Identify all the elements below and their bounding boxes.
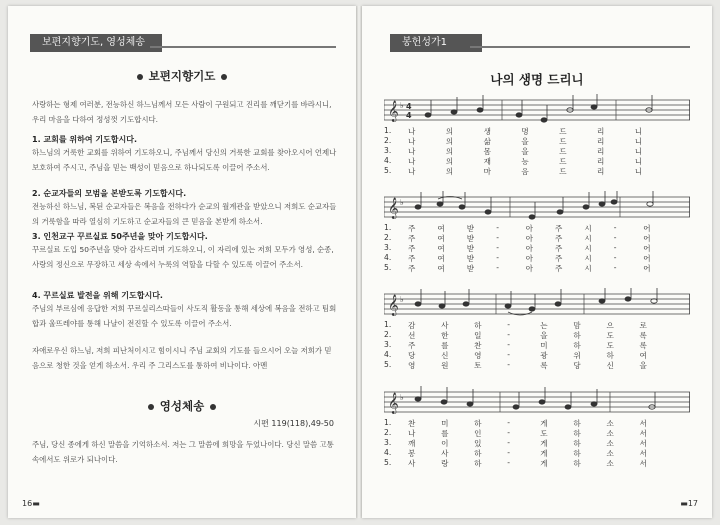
- lyric-syllable: -: [496, 223, 499, 232]
- lyric-syllable: 하: [606, 351, 614, 360]
- prayer-heading-text: 보편지향기도: [148, 69, 216, 83]
- verse-number: 4.: [384, 253, 392, 262]
- lyric-row: [384, 223, 690, 233]
- lyric-syllable: 하: [474, 459, 482, 468]
- lyric-syllable: 아: [525, 234, 533, 243]
- lyric-syllable: 주: [408, 234, 416, 243]
- lyric-syllable: 서: [639, 429, 647, 438]
- svg-text:𝄞: 𝄞: [388, 393, 399, 414]
- lyric-syllable: 아: [525, 264, 533, 273]
- lyric-row: [384, 438, 690, 448]
- lyric-syllable: 받: [466, 224, 475, 233]
- lyric-syllable: 하: [573, 429, 581, 438]
- lyric-row: [384, 330, 690, 340]
- lyric-syllable: 주: [408, 254, 416, 263]
- verse-number: 1.: [384, 126, 392, 135]
- lyric-syllable: 여: [639, 351, 647, 360]
- bullet-icon: [210, 404, 216, 410]
- lyric-syllable: 록: [639, 341, 647, 350]
- lyric-syllable: 으: [606, 321, 614, 330]
- lyric-syllable: 리: [597, 157, 605, 166]
- lyric-row: [384, 166, 690, 176]
- svg-text:♭: ♭: [400, 393, 404, 402]
- lyric-syllable: 하: [474, 449, 482, 458]
- lyric-syllable: 당: [573, 361, 581, 370]
- lyric-syllable: 어: [643, 244, 651, 253]
- verse-number: 5.: [384, 458, 392, 467]
- lyric-syllable: 능: [521, 157, 529, 166]
- lyric-syllable: 여: [437, 244, 445, 253]
- lyric-syllable: 게: [540, 439, 548, 448]
- prayer-heading: [8, 68, 356, 84]
- lyric-syllable: 를: [441, 341, 449, 350]
- lyric-syllable: 한: [441, 331, 449, 340]
- prayer-3-title: 3. 인천교구 꾸르실료 50주년을 맞아 기도합시다.: [32, 232, 208, 241]
- lyric-syllable: 선: [408, 331, 416, 340]
- svg-text:♭: ♭: [400, 101, 404, 110]
- song-title: 나의 생명 드리니: [490, 72, 584, 87]
- verse-number: 3.: [384, 340, 392, 349]
- lyric-syllable: 소: [606, 459, 614, 468]
- lyric-row: [384, 146, 690, 156]
- lyric-syllable: 영: [408, 361, 416, 370]
- lyric-syllable: 몸: [483, 147, 491, 156]
- section-tab-left: 보편지향기도, 영성체송: [30, 34, 162, 52]
- lyric-syllable: 봉: [408, 449, 416, 458]
- page-number-left: 16▬: [22, 499, 40, 508]
- lyric-syllable: 의: [445, 157, 454, 166]
- bullet-icon: [137, 74, 143, 80]
- lyric-syllable: 사: [441, 321, 449, 330]
- lyric-syllable: 광: [540, 351, 548, 360]
- lyric-syllable: 깨: [408, 439, 416, 448]
- lyric-syllable: 시: [584, 264, 592, 273]
- treble-clef-icon: 𝄞: [388, 101, 399, 122]
- svg-text:𝄞: 𝄞: [388, 295, 399, 316]
- lyric-syllable: 재: [483, 157, 491, 166]
- lyric-row: [384, 340, 690, 350]
- lyric-syllable: -: [613, 253, 617, 262]
- lyric-row: [384, 126, 690, 136]
- lyric-syllable: 게: [540, 459, 548, 468]
- communion-heading-text: 영성체송: [159, 399, 205, 413]
- section-tab-right: 봉헌성가1: [390, 34, 482, 52]
- lyric-syllable: 하: [573, 459, 581, 468]
- verse-number: 1.: [384, 418, 392, 427]
- lyric-syllable: -: [507, 320, 510, 329]
- lyric-syllable: 영: [474, 351, 482, 360]
- bullet-icon: [221, 74, 227, 80]
- lyric-syllable: -: [496, 253, 499, 262]
- lyric-syllable: 아: [525, 224, 533, 233]
- lyric-syllable: 나: [408, 127, 416, 136]
- lyric-syllable: -: [507, 428, 510, 437]
- verse-number: 5.: [384, 263, 392, 272]
- svg-text:♭: ♭: [400, 198, 404, 207]
- lyric-syllable: 주: [555, 234, 563, 243]
- lyric-syllable: 소: [606, 429, 614, 438]
- lyric-syllable: 주: [555, 264, 563, 273]
- lyric-syllable: 명: [521, 127, 529, 136]
- verse-number: 1.: [384, 320, 392, 329]
- lyric-syllable: 의: [445, 167, 454, 176]
- prayer-4-text: 주님의 부르심에 응답한 저희 꾸르실리스따들이 사도직 활동을 통해 세상에 복음을 전하고 팀회합과 울뜨레야를 통해 나날이 전진할 수 있도록 이끌어 주소서.: [32, 304, 337, 328]
- lyric-syllable: 아: [525, 244, 533, 253]
- lyric-syllable: 하: [474, 321, 482, 330]
- lyric-syllable: 랑: [441, 459, 449, 468]
- lyric-syllable: 여: [437, 234, 445, 243]
- lyric-syllable: 게: [540, 449, 548, 458]
- lyric-row: [384, 253, 690, 263]
- lyric-syllable: 받: [466, 264, 475, 273]
- page-number-right: ▬17: [680, 499, 698, 508]
- verse-number: 4.: [384, 448, 392, 457]
- lyric-syllable: 어: [643, 254, 651, 263]
- lyric-syllable: 아: [525, 254, 533, 263]
- lyric-syllable: 게: [540, 419, 548, 428]
- verse-number: 5.: [384, 166, 392, 175]
- svg-text:4: 4: [406, 102, 412, 111]
- lyric-row: [384, 156, 690, 166]
- lyric-syllable: 생: [483, 127, 491, 136]
- lyric-syllable: 어: [643, 224, 651, 233]
- lyric-syllable: 시: [584, 224, 592, 233]
- lyric-syllable: 삶: [483, 137, 491, 146]
- lyric-syllable: 미: [540, 341, 548, 350]
- lyric-syllable: 서: [639, 419, 647, 428]
- lyric-syllable: 이: [441, 439, 449, 448]
- lyric-syllable: 하: [573, 331, 581, 340]
- lyric-syllable: 드: [559, 147, 567, 156]
- lyric-syllable: 리: [597, 137, 605, 146]
- lyric-row: [384, 233, 690, 243]
- lyric-syllable: 리: [597, 147, 605, 156]
- lyric-syllable: 어: [643, 264, 651, 273]
- lyric-row: [384, 136, 690, 146]
- lyric-syllable: -: [507, 350, 510, 359]
- lyric-syllable: 당: [408, 351, 416, 360]
- lyric-syllable: 나: [408, 167, 416, 176]
- prayer-4-title: 4. 꾸르실료 발전을 위해 기도합시다.: [32, 291, 163, 300]
- lyric-syllable: 나: [408, 137, 416, 146]
- verse-number: 1.: [384, 223, 392, 232]
- lyric-syllable: 소: [606, 449, 614, 458]
- lyric-syllable: 을: [540, 331, 548, 340]
- lyric-syllable: 토: [474, 361, 482, 370]
- lyric-row: [384, 320, 690, 330]
- lyric-syllable: 리: [597, 127, 605, 136]
- lyric-syllable: 를: [441, 429, 449, 438]
- verse-number: 2.: [384, 233, 392, 242]
- lyric-syllable: 나: [408, 429, 416, 438]
- lyric-syllable: 록: [639, 331, 647, 340]
- lyric-syllable: 록: [540, 361, 548, 370]
- lyric-syllable: 니: [634, 147, 643, 156]
- verse-number: 3.: [384, 243, 392, 252]
- right-page: [362, 6, 712, 518]
- lyric-syllable: 하: [573, 419, 581, 428]
- verse-number: 5.: [384, 360, 392, 369]
- verse-number: 2.: [384, 136, 392, 145]
- lyric-syllable: -: [496, 263, 499, 272]
- lyric-syllable: -: [507, 418, 510, 427]
- lyric-syllable: 시: [584, 254, 592, 263]
- lyric-syllable: -: [507, 360, 510, 369]
- lyric-syllable: 있: [474, 439, 482, 448]
- lyric-syllable: 니: [634, 137, 643, 146]
- verse-number: 2.: [384, 428, 392, 437]
- lyric-syllable: 신: [606, 361, 614, 370]
- lyric-syllable: 사: [441, 449, 449, 458]
- psalm-reference: 시편 119(118),49-50: [253, 419, 334, 428]
- lyric-syllable: -: [496, 233, 499, 242]
- lyric-syllable: 도: [606, 331, 614, 340]
- lyric-syllable: 드: [559, 127, 567, 136]
- lyric-row: [384, 360, 690, 370]
- lyric-syllable: 을: [521, 137, 529, 146]
- prayer-closing: 자애로우신 하느님, 저희 피난처이시고 힘이시니 주님 교회의 기도를 들으시어 오늘 저희가 믿음으로 청한 것을 얻게 하소서. 우리 주 그리스도를 통하여 비나이다. 아멘: [32, 346, 332, 370]
- left-page: [8, 6, 356, 518]
- lyric-syllable: 어: [643, 234, 651, 243]
- lyric-syllable: -: [507, 458, 510, 467]
- lyric-syllable: 나: [408, 157, 416, 166]
- lyric-syllable: 사: [408, 459, 416, 468]
- lyric-syllable: 여: [437, 224, 445, 233]
- lyric-syllable: -: [507, 340, 510, 349]
- lyric-syllable: 여: [437, 264, 445, 273]
- verse-number: 4.: [384, 156, 392, 165]
- lyric-syllable: 주: [555, 254, 563, 263]
- communion-text: 주님, 당신 종에게 하신 말씀을 기억하소서. 저는 그 말씀에 희망을 두었나이다. 당신 말씀 고통 속에서도 위로가 되나이다.: [32, 440, 334, 464]
- lyric-row: [384, 458, 690, 468]
- lyric-row: [384, 428, 690, 438]
- verse-number: 4.: [384, 350, 392, 359]
- lyric-syllable: 위: [573, 351, 581, 360]
- lyric-syllable: 주: [555, 244, 563, 253]
- prayer-1-title: 1. 교회를 위하여 기도합시다.: [32, 135, 138, 144]
- lyric-syllable: 찬: [408, 419, 416, 428]
- lyric-syllable: 하: [474, 419, 482, 428]
- lyric-syllable: 의: [445, 137, 454, 146]
- lyric-row: [384, 263, 690, 273]
- lyric-syllable: 서: [639, 439, 647, 448]
- svg-text:𝄞: 𝄞: [388, 198, 399, 219]
- lyric-syllable: 여: [437, 254, 445, 263]
- lyric-syllable: 서: [639, 449, 647, 458]
- tab-rule-right: [470, 46, 690, 48]
- lyric-syllable: 드: [559, 157, 567, 166]
- prayer-3-text: 꾸르실료 도입 50주년을 맞아 감사드리며 기도하오니, 이 자리에 있는 저희 모두가 영성, 순종, 사랑의 정신으로 무장하고 세상 속에서 누룩의 역할을 다할 수 있도록 이끌어 주소서.: [32, 245, 334, 269]
- lyric-syllable: 리: [597, 167, 605, 176]
- lyric-syllable: 니: [634, 167, 643, 176]
- lyric-syllable: 주: [555, 224, 563, 233]
- lyric-row: [384, 243, 690, 253]
- lyric-syllable: 주: [408, 341, 416, 350]
- lyric-row: [384, 350, 690, 360]
- lyric-syllable: 는: [540, 321, 548, 330]
- lyric-syllable: 주: [408, 264, 416, 273]
- verse-number: 2.: [384, 330, 392, 339]
- lyric-syllable: 인: [474, 429, 482, 438]
- lyric-syllable: 의: [445, 127, 454, 136]
- lyric-syllable: 시: [584, 244, 592, 253]
- lyric-syllable: -: [507, 438, 510, 447]
- lyric-syllable: 도: [540, 429, 548, 438]
- lyric-syllable: 을: [639, 361, 647, 370]
- lyric-syllable: 주: [408, 224, 416, 233]
- lyric-syllable: 시: [584, 234, 592, 243]
- lyric-syllable: 하: [573, 449, 581, 458]
- lyric-syllable: 니: [634, 157, 643, 166]
- lyric-syllable: 일: [474, 331, 482, 340]
- communion-heading: [8, 398, 356, 414]
- lyric-syllable: 신: [441, 351, 449, 360]
- lyric-syllable: 미: [441, 419, 449, 428]
- lyric-syllable: 로: [639, 321, 647, 330]
- lyric-syllable: -: [496, 243, 499, 252]
- svg-text:4: 4: [406, 111, 412, 120]
- lyric-syllable: 서: [639, 459, 647, 468]
- prayer-1-text: 하느님의 거룩한 교회를 위하여 기도하오니, 주님께서 당신의 거룩한 교회를 찾아오시어 언제나 보호하여 주시고, 주님을 믿는 백성이 믿음으로 하나되도록 이끌어 주소서.: [32, 148, 337, 172]
- verse-number: 3.: [384, 438, 392, 447]
- lyric-syllable: 받: [466, 244, 475, 253]
- lyric-syllable: 드: [559, 167, 567, 176]
- lyric-syllable: 받: [466, 254, 475, 263]
- svg-text:♭: ♭: [400, 295, 404, 304]
- lyric-syllable: 소: [606, 419, 614, 428]
- lyric-syllable: 마: [483, 167, 491, 176]
- lyric-syllable: 의: [445, 147, 454, 156]
- lyric-syllable: 하: [573, 439, 581, 448]
- tab-rule-left: [150, 46, 336, 48]
- prayer-2-text: 전능하신 하느님, 복된 순교자들은 복음을 전하다가 순교의 월계관을 받았으니 저희도 순교자들의 거룩함을 따라 열심히 기도하고 순교자들의 큰 믿음을 본받게 하소서.: [32, 202, 337, 226]
- lyric-syllable: 원: [441, 361, 449, 370]
- lyric-row: [384, 418, 690, 428]
- lyric-syllable: 나: [408, 147, 416, 156]
- lyric-row: [384, 448, 690, 458]
- lyric-syllable: 니: [634, 127, 643, 136]
- lyric-syllable: -: [613, 233, 617, 242]
- prayer-intro: 사랑하는 형제 여러분, 전능하신 하느님께서 모든 사람이 구원되고 진리를 깨닫기를 바라시니, 우리 마음을 다하여 정성껏 기도합시다.: [32, 100, 332, 124]
- lyric-syllable: -: [613, 223, 617, 232]
- lyric-syllable: 찬: [474, 341, 482, 350]
- lyric-syllable: 받: [466, 234, 475, 243]
- lyric-syllable: -: [613, 263, 617, 272]
- lyric-syllable: 주: [408, 244, 416, 253]
- lyric-syllable: 드: [559, 137, 567, 146]
- bullet-icon: [148, 404, 154, 410]
- lyric-syllable: -: [507, 448, 510, 457]
- lyric-syllable: 을: [521, 147, 529, 156]
- lyric-syllable: 음: [521, 167, 529, 176]
- lyric-syllable: 맘: [573, 321, 581, 330]
- prayer-2-title: 2. 순교자들의 모범을 본받도록 기도합시다.: [32, 189, 187, 198]
- lyric-syllable: 도: [606, 341, 614, 350]
- lyric-syllable: -: [507, 330, 510, 339]
- lyric-syllable: 하: [573, 341, 581, 350]
- verse-number: 3.: [384, 146, 392, 155]
- lyric-syllable: 소: [606, 439, 614, 448]
- lyric-syllable: 감: [408, 321, 416, 330]
- lyric-syllable: -: [613, 243, 617, 252]
